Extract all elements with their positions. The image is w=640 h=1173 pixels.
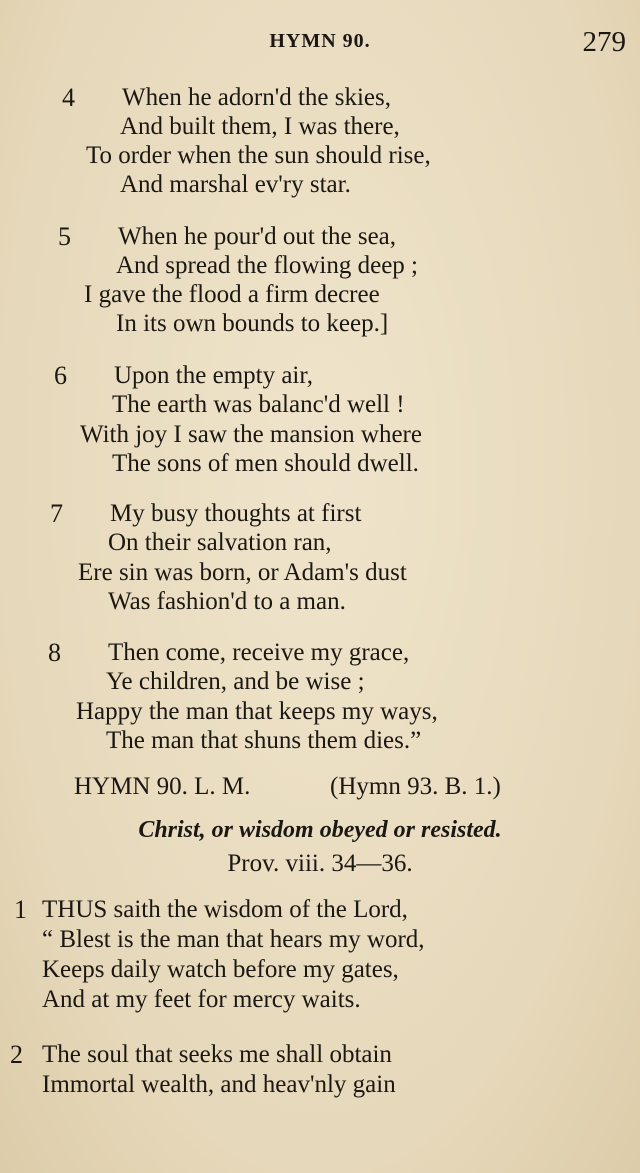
- verse-line: Ere sin was born, or Adam's dust: [78, 559, 407, 586]
- verse-line: “ Blest is the man that hears my word,: [42, 926, 425, 953]
- verse-line: To order when the sun should rise,: [86, 142, 431, 169]
- page-number: 279: [582, 26, 626, 58]
- stanza-number: 7: [50, 499, 63, 528]
- verse-line: Then come, receive my grace,: [108, 639, 410, 666]
- verse-line: The soul that seeks me shall obtain: [42, 1041, 392, 1068]
- verse-line: Ye children, and be wise ;: [106, 668, 365, 695]
- stanza-number: 1: [14, 895, 27, 924]
- verse-line: The earth was balanc'd well !: [112, 391, 405, 418]
- verse-line: Immortal wealth, and heav'nly gain: [42, 1071, 396, 1098]
- verse-line: And spread the flowing deep ;: [116, 252, 419, 279]
- running-title: HYMN 90.: [269, 30, 371, 52]
- verse-line: When he pour'd out the sea,: [118, 223, 397, 250]
- verse-line: And marshal ev'ry star.: [120, 171, 351, 198]
- verse-line: Keeps daily watch before my gates,: [42, 956, 399, 983]
- verse-line: I gave the flood a firm decree: [84, 281, 380, 308]
- verse-line: With joy I saw the mansion where: [80, 421, 422, 448]
- stanza-number: 2: [10, 1040, 23, 1069]
- verse-line: The sons of men should dwell.: [112, 450, 419, 477]
- scripture-reference: Prov. viii. 34—36.: [227, 850, 413, 877]
- hymn-reference: (Hymn 93. B. 1.): [330, 773, 501, 800]
- stanza-number: 4: [62, 83, 75, 112]
- verse-line: THUS saith the wisdom of the Lord,: [42, 896, 408, 923]
- verse-line: On their salvation ran,: [108, 529, 332, 556]
- verse-line: In its own bounds to keep.]: [116, 310, 389, 337]
- hymn-title: HYMN 90. L. M.: [74, 773, 251, 800]
- verse-line: When he adorn'd the skies,: [122, 84, 392, 111]
- running-head: [0, 26, 640, 60]
- stanza-number: 8: [48, 638, 61, 667]
- hymn-subtitle: Christ, or wisdom obeyed or resisted.: [138, 817, 502, 843]
- verse-line: Happy the man that keeps my ways,: [76, 698, 438, 725]
- stanza-number: 6: [54, 361, 67, 390]
- verse-line: And at my feet for mercy waits.: [42, 986, 361, 1013]
- verse-line: Was fashion'd to a man.: [108, 588, 346, 615]
- stanza-number: 5: [58, 222, 71, 251]
- verse-line: The man that shuns them dies.”: [106, 727, 422, 754]
- verse-line: Upon the empty air,: [114, 362, 313, 389]
- verse-line: And built them, I was there,: [120, 113, 400, 140]
- verse-line: My busy thoughts at first: [110, 500, 362, 527]
